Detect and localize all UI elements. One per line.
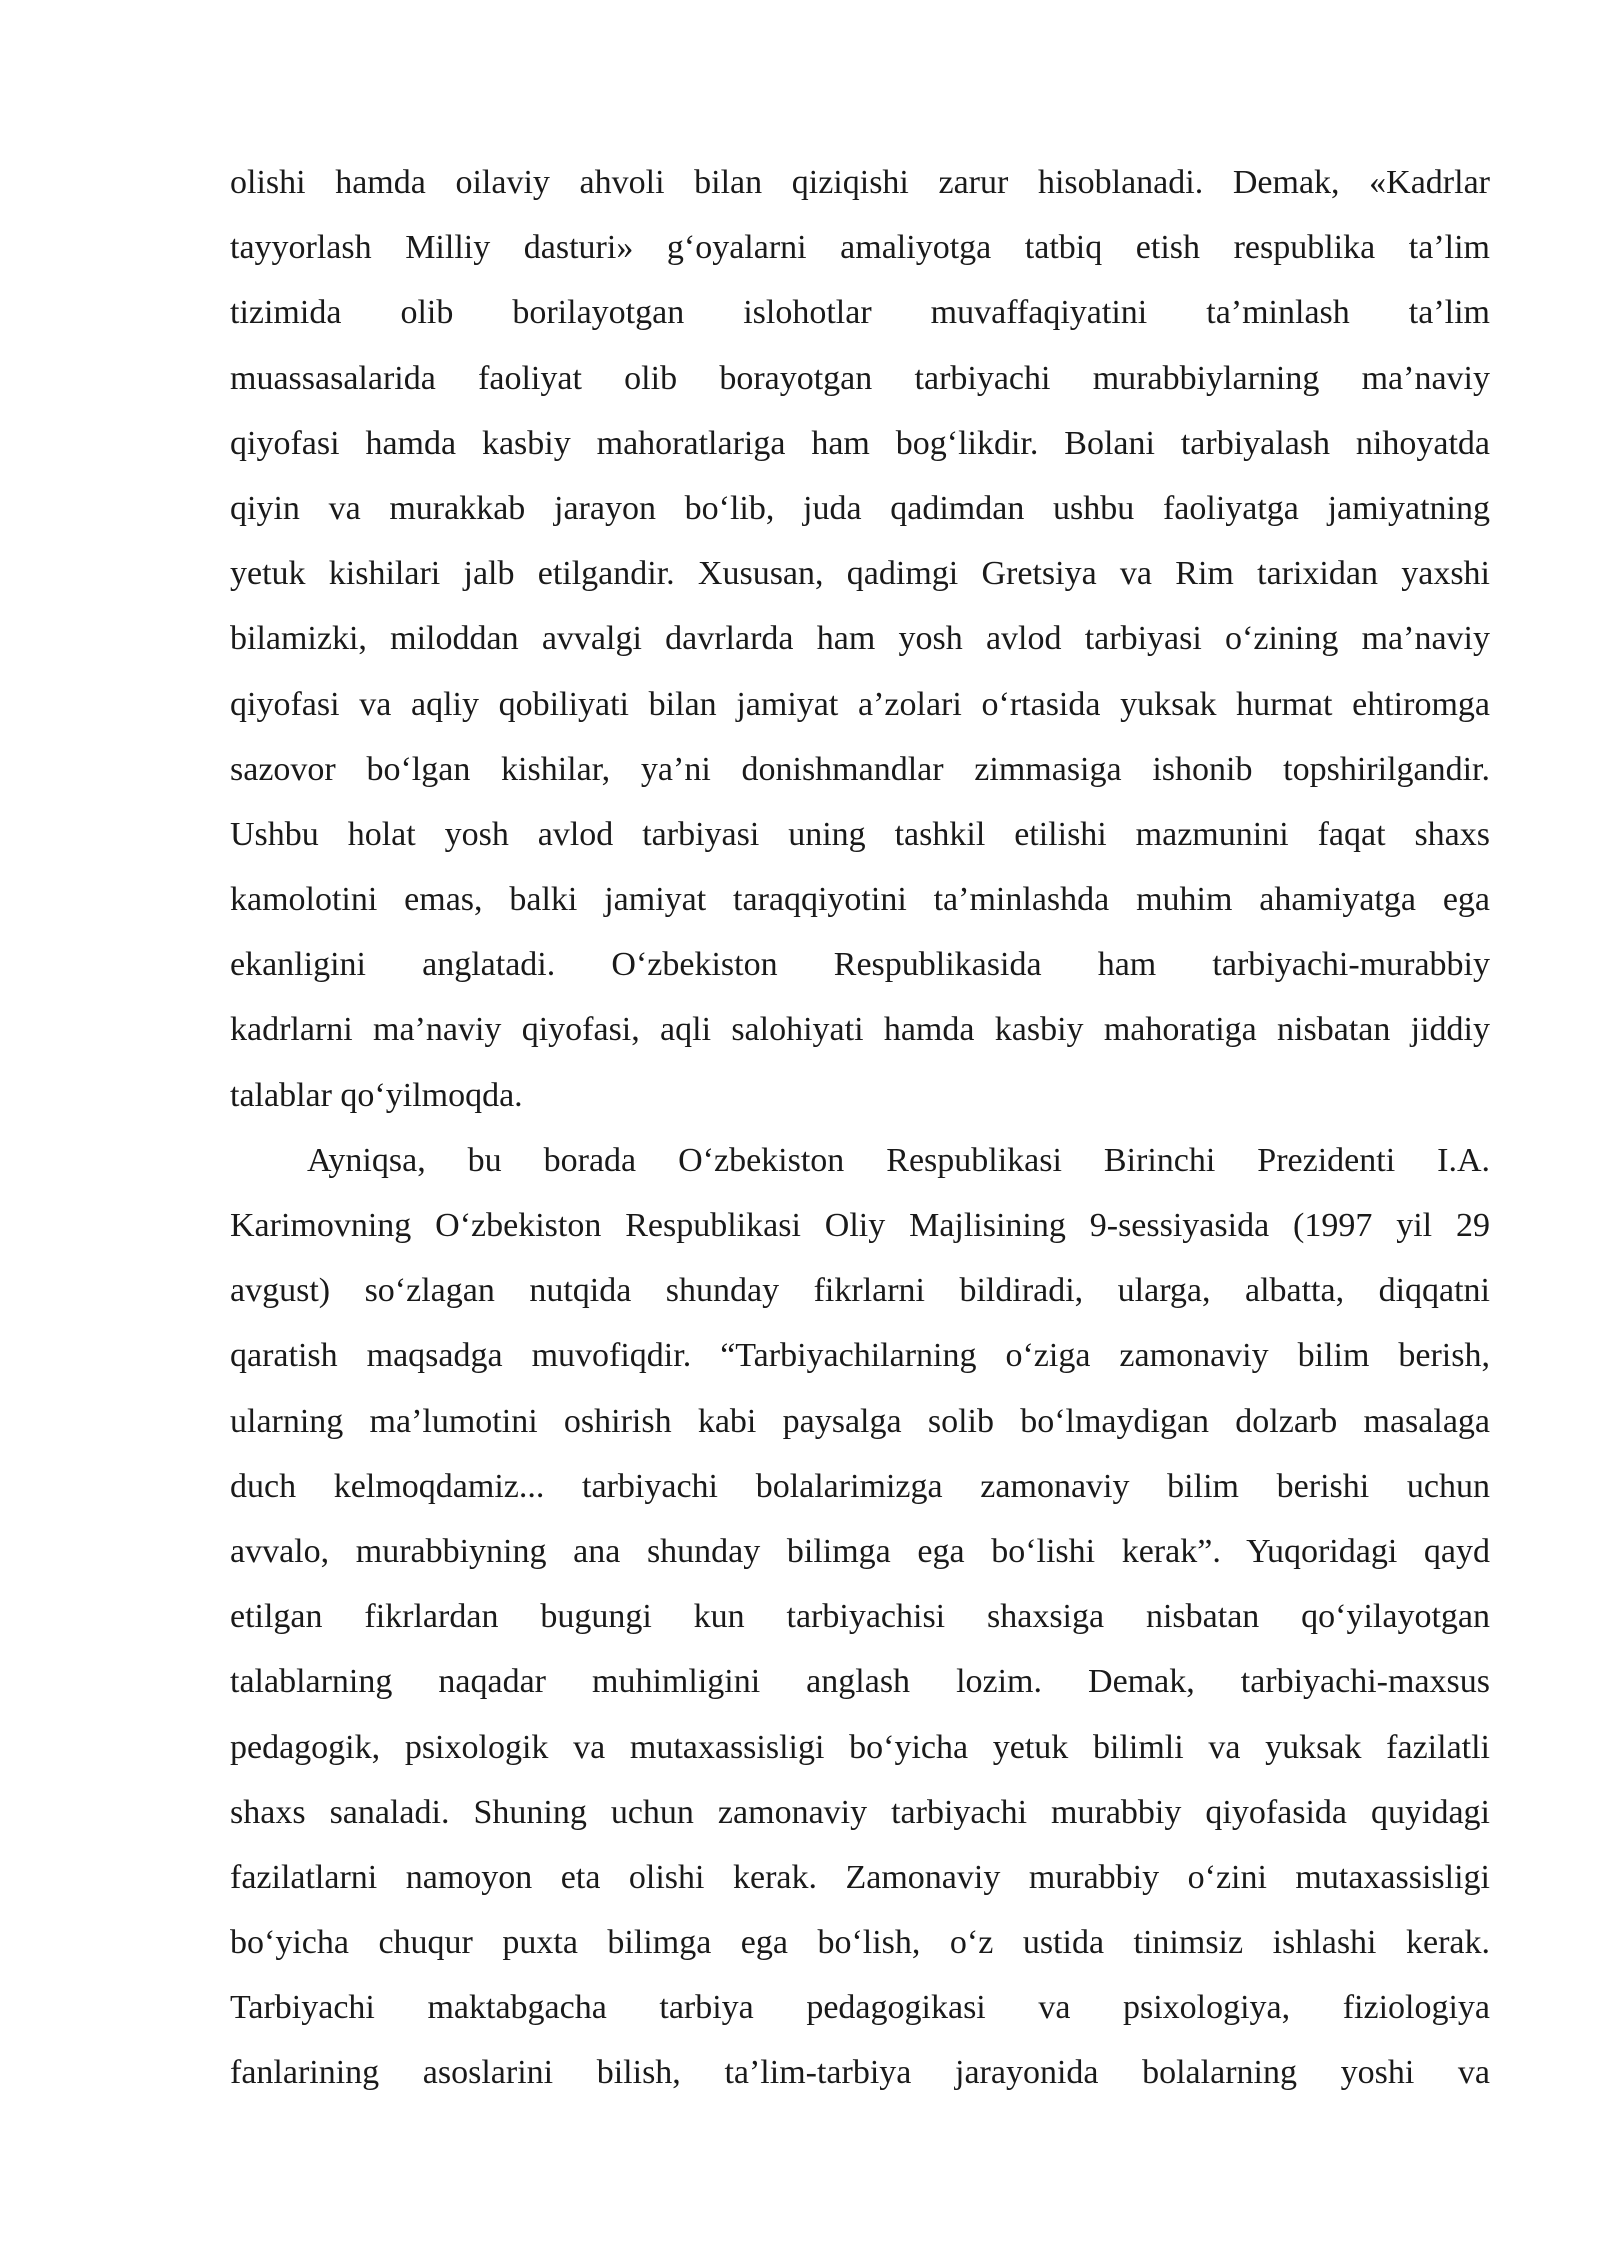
text-line: qaratish maqsadga muvofiqdir. “Tarbiyachilarning o‘ziga zamonaviy bilim berish,: [230, 1337, 1490, 1375]
text-line: ekanligini anglatadi. O‘zbekiston Respublikasida ham tarbiyachi-murabbiy: [230, 946, 1490, 984]
text-line: fanlarining asoslarini bilish, ta’lim-tarbiya jarayonida bolalarning yoshi va: [230, 2054, 1490, 2092]
text-line: yetuk kishilari jalb etilgandir. Xususan, qadimgi Gretsiya va Rim tarixidan yaxshi: [230, 555, 1490, 593]
text-line: ularning ma’lumotini oshirish kabi paysalga solib bo‘lmaydigan dolzarb masalaga: [230, 1402, 1490, 1440]
text-line: etilgan fikrlardan bugungi kun tarbiyachisi shaxsiga nisbatan qo‘yilayotgan: [230, 1598, 1490, 1636]
text-line: duch kelmoqdamiz... tarbiyachi bolalarimizga zamonaviy bilim berishi uchun: [230, 1467, 1490, 1505]
text-line: avgust) so‘zlagan nutqida shunday fikrlarni bildiradi, ularga, albatta, diqqatni: [230, 1272, 1490, 1310]
text-line: sazovor bo‘lgan kishilar, ya’ni donishmandlar zimmasiga ishonib topshirilgandir.: [230, 750, 1490, 788]
text-line: Ayniqsa, bu borada O‘zbekiston Respublikasi Birinchi Prezidenti I.A.: [307, 1141, 1490, 1179]
text-line: tayyorlash Milliy dasturi» g‘oyalarni amaliyotga tatbiq etish respublika ta’lim: [230, 229, 1490, 267]
text-line: shaxs sanaladi. Shuning uchun zamonaviy tarbiyachi murabbiy qiyofasida quyidagi: [230, 1793, 1490, 1831]
text-line: kadrlarni ma’naviy qiyofasi, aqli salohiyati hamda kasbiy mahoratiga nisbatan jiddiy: [230, 1011, 1490, 1049]
text-line: pedagogik, psixologik va mutaxassisligi bo‘yicha yetuk bilimli va yuksak fazilatli: [230, 1728, 1490, 1766]
text-line: olishi hamda oilaviy ahvoli bilan qiziqishi zarur hisoblanadi. Demak, «Kadrlar: [230, 164, 1490, 201]
text-line: kamolotini emas, balki jamiyat taraqqiyotini ta’minlashda muhim ahamiyatga ega: [230, 881, 1490, 919]
text-line: bilamizki, miloddan avvalgi davrlarda ham yosh avlod tarbiyasi o‘zining ma’naviy: [230, 620, 1490, 658]
text-line: tizimida olib borilayotgan islohotlar muvaffaqiyatini ta’minlash ta’lim: [230, 294, 1490, 332]
text-line: muassasalarida faoliyat olib borayotgan tarbiyachi murabbiylarning ma’naviy: [230, 359, 1490, 397]
text-line: fazilatlarni namoyon eta olishi kerak. Zamonaviy murabbiy o‘zini mutaxassisligi: [230, 1858, 1490, 1896]
text-line: talablar qo‘yilmoqda.: [230, 1076, 523, 1114]
text-line: Tarbiyachi maktabgacha tarbiya pedagogikasi va psixologiya, fiziologiya: [230, 1989, 1490, 2027]
paragraph-1: [230, 150, 1490, 1128]
paragraph-2: [230, 1128, 1490, 2106]
text-line: bo‘yicha chuqur puxta bilimga ega bo‘lish, o‘z ustida tinimsiz ishlashi kerak.: [230, 1924, 1490, 1962]
text-line: qiyofasi hamda kasbiy mahoratlariga ham bog‘likdir. Bolani tarbiyalash nihoyatda: [230, 424, 1490, 462]
body-text: [230, 150, 1490, 2106]
text-line: talablarning naqadar muhimligini anglash lozim. Demak, tarbiyachi-maxsus: [230, 1663, 1490, 1701]
text-line: qiyofasi va aqliy qobiliyati bilan jamiyat a’zolari o‘rtasida yuksak hurmat ehtiromga: [230, 685, 1490, 723]
text-line: Ushbu holat yosh avlod tarbiyasi uning tashkil etilishi mazmunini faqat shaxs: [230, 815, 1490, 853]
text-line: avvalo, murabbiyning ana shunday bilimga ega bo‘lishi kerak”. Yuqoridagi qayd: [230, 1532, 1490, 1570]
text-line: qiyin va murakkab jarayon bo‘lib, juda qadimdan ushbu faoliyatga jamiyatning: [230, 489, 1490, 527]
text-line: Karimovning O‘zbekiston Respublikasi Oliy Majlisining 9-sessiyasida (1997 yil 29: [230, 1207, 1490, 1244]
